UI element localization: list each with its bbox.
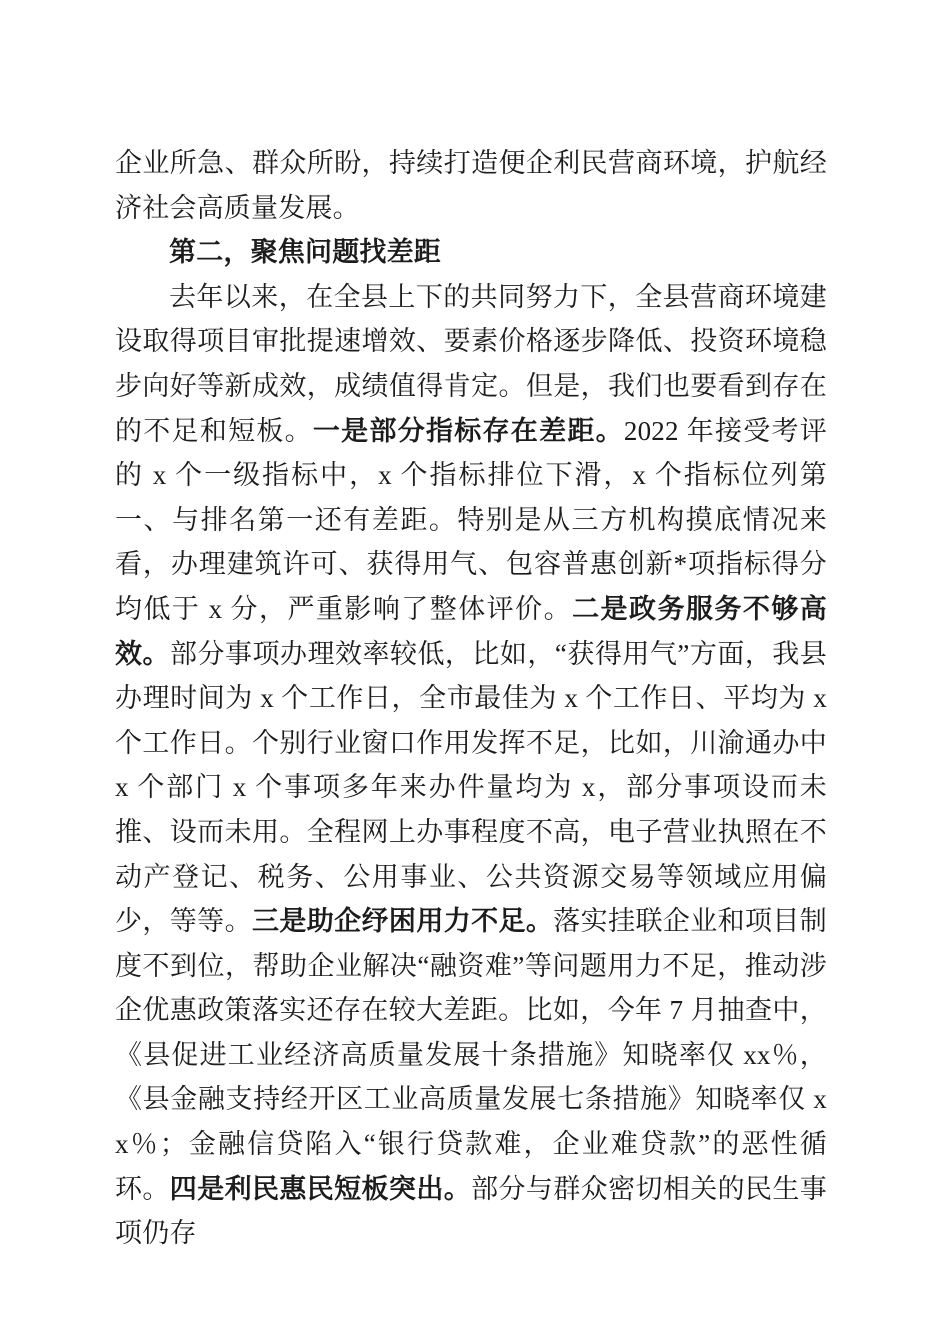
text-run: 2022 年接受考评的 x 个一级指标中，x 个指标排位下滑，x 个指标位列第一、与排名第一还有差距。特别是从三方机构摸底情况来看，办理建筑许可、获得用气、包容普惠创新*项指标得分均低于 x 分，严重影响了整体评价。 (115, 415, 827, 624)
bold-emphasis-run: 第二，聚焦问题找差距 (169, 237, 441, 268)
section-heading (115, 230, 827, 275)
text-run: 部分与群众密切相关的民生事项仍存 (115, 1173, 828, 1249)
bold-emphasis-run: 一是部分指标存在差距。 (312, 415, 624, 446)
bold-emphasis-run: 二是政务服务不够高效。 (115, 593, 827, 669)
bold-emphasis-run: 四是利民惠民短板突出。 (169, 1173, 472, 1204)
document-body (115, 141, 827, 1256)
bold-emphasis-run: 三是助企纾困用力不足。 (251, 906, 554, 937)
text-run: 去年以来，在全县上下的共同努力下，全县营商环境建设取得项目审批提速增效、要素价格逐步降低、投资环境稳步向好等新成效，成绩值得肯定。但是，我们也要看到存在的不足和短板。 (115, 281, 827, 446)
text-run: 落实挂联企业和项目制度不到位，帮助企业解决“融资难”等问题用力不足，推动涉企优惠政策落实还存在较大差距。比如，今年 7 月抽查中，《县促进工业经济高质量发展十条措施》知晓率仅 xx％，《县金融支持经开区工业高质量发展七条措施》知晓率仅 xx％；金融信贷陷入“银行贷款难，企业难贷款”的恶性循环。 (115, 906, 828, 1204)
paragraph-body (115, 275, 827, 1256)
text-run: 部分事项办理效率较低，比如，“获得用气”方面，我县办理时间为 x 个工作日，全市最佳为 x 个工作日、平均为 x 个工作日。个别行业窗口作用发挥不足，比如，川渝通办中 x 个部门 x 个事项多年来办件量均为 x，部分事项设而未推、设而未用。全程网上办事程度不高，电子营业执照在不动产登记、税务、公用事业、公共资源交易等领域应用偏少，等等。 (115, 638, 828, 937)
text-run: 企业所急、群众所盼，持续打造便企利民营商环境，护航经济社会高质量发展。 (115, 148, 827, 223)
paragraph-continuation (115, 141, 827, 230)
